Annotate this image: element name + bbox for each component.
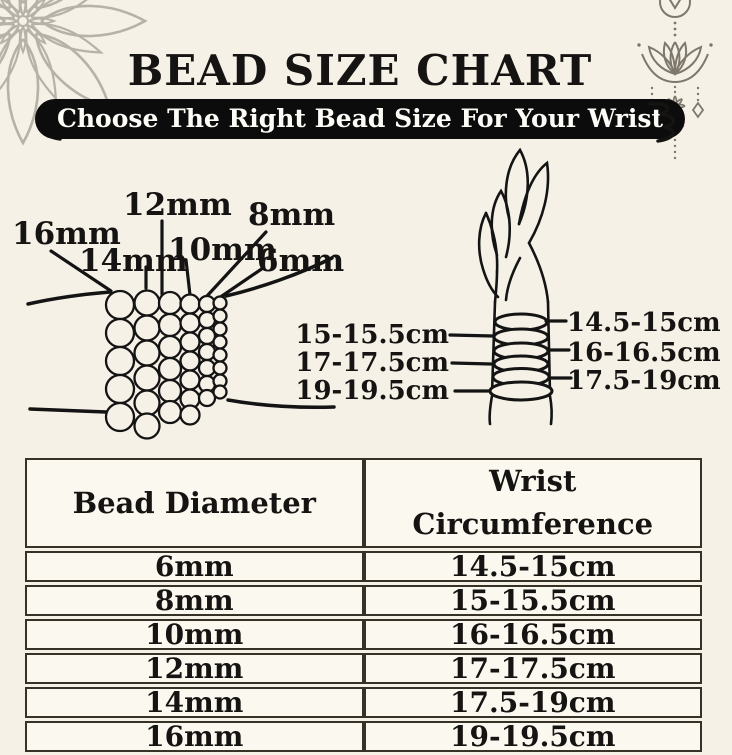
wrist-label-14-5-15: 14.5-15cm	[567, 308, 721, 338]
wrist-circumference-cell: 16-16.5cm	[364, 619, 703, 650]
table-row	[25, 721, 702, 752]
bead-size-label-12mm: 12mm	[123, 187, 232, 223]
table-row	[25, 585, 702, 616]
bead-columns	[106, 291, 227, 439]
bead-diameter-cell: 12mm	[25, 653, 364, 684]
bead-diameter-cell: 16mm	[25, 721, 364, 752]
bead-size-label-16mm: 16mm	[12, 216, 121, 252]
table-row	[25, 687, 702, 718]
bead-size-label-6mm: 6mm	[257, 243, 345, 279]
bead-diameter-cell: 10mm	[25, 619, 364, 650]
wrist-circumference-cell: 19-19.5cm	[364, 721, 703, 752]
wrist-circumference-cell: 14.5-15cm	[364, 551, 703, 582]
bead-size-table	[25, 455, 702, 755]
wrist-label-17-5-19: 17.5-19cm	[567, 366, 721, 396]
bead-size-label-14mm: 14mm	[79, 243, 188, 279]
table-row	[25, 551, 702, 582]
table-row	[25, 653, 702, 684]
table-row	[25, 619, 702, 650]
column-header-bead-diameter: Bead Diameter	[25, 458, 364, 548]
wrist-label-15-15-5: 15-15.5cm	[295, 320, 449, 350]
bead-diameter-cell: 6mm	[25, 551, 364, 582]
bead-diameter-cell: 8mm	[25, 585, 364, 616]
table-header-row	[25, 458, 702, 548]
wrist-bracelets	[490, 314, 552, 400]
wrist-label-17-17-5: 17-17.5cm	[295, 348, 449, 378]
wrist-circumference-cell: 17-17.5cm	[364, 653, 703, 684]
bead-size-label-10mm: 10mm	[168, 232, 277, 268]
wrist-label-19-19-5: 19-19.5cm	[295, 376, 449, 406]
subtitle-banner: Choose The Right Bead Size For Your Wrist	[35, 99, 685, 139]
bead-size-label-8mm: 8mm	[248, 197, 336, 233]
wrist-label-16-16-5: 16-16.5cm	[567, 338, 721, 368]
bead-diameter-cell: 14mm	[25, 687, 364, 718]
column-header-wrist-circumference: Wrist Circumference	[364, 458, 703, 548]
wrist-circumference-cell: 17.5-19cm	[364, 687, 703, 718]
wrist-circumference-cell: 15-15.5cm	[364, 585, 703, 616]
page-title: BEAD SIZE CHART	[127, 46, 593, 95]
flourish-right-icon	[644, 98, 684, 148]
